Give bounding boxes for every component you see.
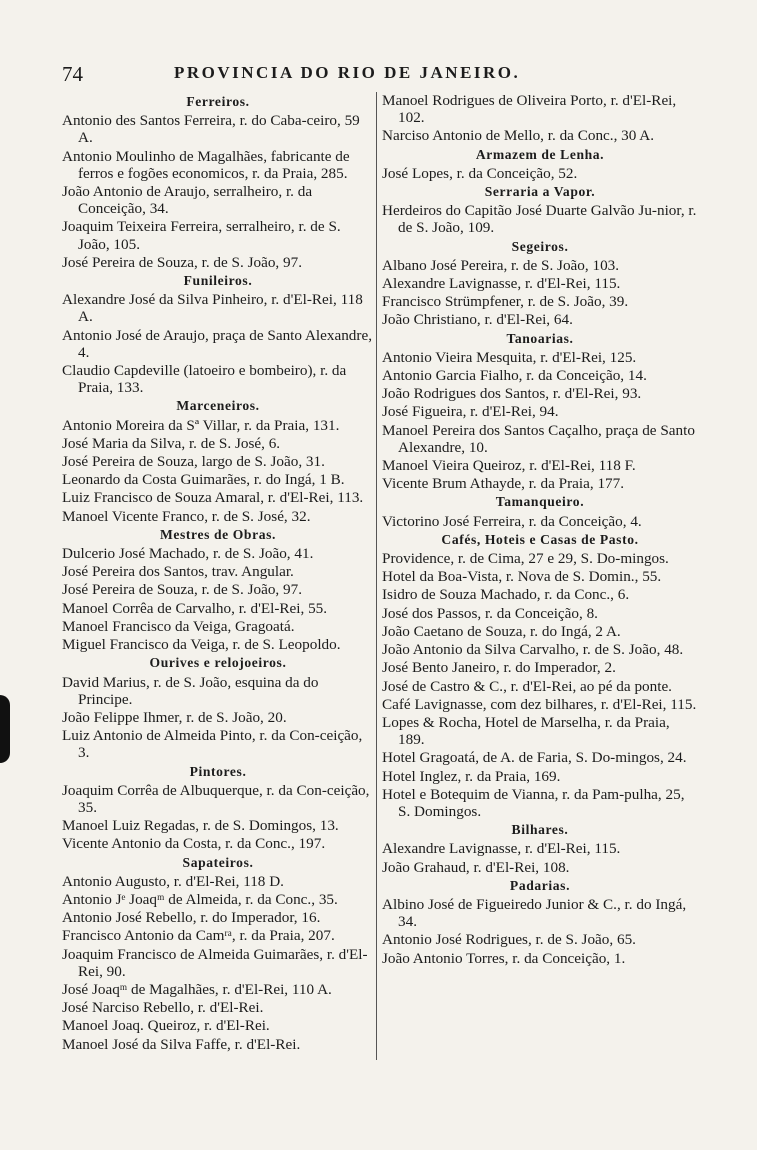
directory-entry: Narciso Antonio de Mello, r. da Conc., 30 A. <box>382 127 655 145</box>
directory-entry: Vicente Antonio da Costa, r. da Conc., 197. <box>62 835 326 853</box>
directory-entry: Hotel Gragoatá, de A. de Faria, S. Do-mingos, 24. <box>382 749 687 767</box>
directory-entry: Luiz Antonio de Almeida Pinto, r. da Con-ceição, 3. <box>62 727 363 762</box>
directory-section <box>382 493 698 529</box>
directory-section <box>62 397 374 524</box>
directory-section <box>62 272 374 396</box>
section-heading: Ourives e relojoeiros. <box>149 655 287 671</box>
running-title: PROVINCIA DO RIO DE JANEIRO. <box>174 63 521 82</box>
column-divider <box>376 92 377 1060</box>
section-heading: Bilhares. <box>511 822 569 838</box>
directory-entry: José Joaqᵐ de Magalhães, r. d'El-Rei, 110 A. <box>62 980 332 998</box>
directory-entry: Antonio José Rodrigues, r. de S. João, 65. <box>382 931 636 949</box>
page-number: 74 <box>62 62 83 86</box>
directory-entry: José Figueira, r. d'El-Rei, 94. <box>382 403 559 421</box>
directory-section <box>382 238 698 329</box>
section-heading: Marceneiros. <box>176 398 260 414</box>
directory-entry: Alexandre José da Silva Pinheiro, r. d'El-Rei, 118 A. <box>62 291 363 326</box>
section-heading: Pintores. <box>189 763 247 779</box>
directory-entry: David Marius, r. de S. João, esquina da do Principe. <box>62 673 319 708</box>
directory-entry: Joaquim Corrêa de Albuquerque, r. da Con-ceição, 35. <box>62 781 370 816</box>
directory-entry: Hotel e Botequim de Vianna, r. da Pam-pulha, 25, S. Domingos. <box>382 785 685 820</box>
directory-entry: Manoel Corrêa de Carvalho, r. d'El-Rei, 55. <box>62 599 328 617</box>
section-heading: Funileiros. <box>183 273 253 289</box>
directory-entry: Antonio Moulinho de Magalhães, fabricante de ferros e fogões economicos, r. da Praia, 285. <box>62 147 350 182</box>
directory-entry: Albano José Pereira, r. de S. João, 103. <box>382 256 620 274</box>
directory-entry: José Pereira de Souza, r. de S. João, 97. <box>62 581 302 599</box>
ink-blot <box>0 695 10 763</box>
directory-entry: Antonio José de Araujo, praça de Santo Alexandre, 4. <box>62 326 372 361</box>
directory-entry: Joaquim Teixeira Ferreira, serralheiro, r. de S. João, 105. <box>62 218 341 253</box>
directory-section <box>382 877 698 967</box>
directory-section <box>62 526 374 653</box>
directory-entry: Dulcerio José Machado, r. de S. João, 41. <box>62 545 314 563</box>
directory-entry: Manoel Francisco da Veiga, Gragoatá. <box>62 617 295 635</box>
section-heading: Ferreiros. <box>186 94 250 109</box>
directory-entry: Providence, r. de Cima, 27 e 29, S. Do-mingos. <box>382 550 669 568</box>
directory-entry: Antonio José Rebello, r. do Imperador, 16. <box>62 909 321 927</box>
directory-entry: Joaquim Francisco de Almeida Guimarães, r. d'El-Rei, 90. <box>62 945 368 980</box>
directory-section <box>62 763 374 853</box>
directory-entry: José Pereira de Souza, r. de S. João, 97. <box>62 253 302 271</box>
directory-entry: Leonardo da Costa Guimarães, r. do Ingá, 1 B. <box>62 471 345 489</box>
directory-entry: José de Castro & C., r. d'El-Rei, ao pé da ponte. <box>382 677 672 695</box>
section-heading: Tamanqueiro. <box>495 494 585 510</box>
directory-section <box>62 854 374 1053</box>
directory-entry: Manoel Luiz Regadas, r. de S. Domingos, 13. <box>62 817 339 835</box>
directory-entry: José Bento Janeiro, r. do Imperador, 2. <box>382 659 616 677</box>
directory-section <box>382 821 698 876</box>
directory-entry: Manoel Pereira dos Santos Caçalho, praça de Santo Alexandre, 10. <box>382 421 695 456</box>
directory-entry: Herdeiros do Capitão José Duarte Galvão Ju-nior, r. de S. João, 109. <box>382 202 697 237</box>
directory-entry: Manoel Vicente Franco, r. de S. José, 32. <box>62 507 311 525</box>
directory-entry: João Antonio de Araujo, serralheiro, r. da Conceição, 34. <box>62 183 313 218</box>
directory-entry: Antonio Garcia Fialho, r. da Conceição, 14. <box>382 367 647 385</box>
directory-section <box>382 92 698 145</box>
directory-entry: Manoel Vieira Queiroz, r. d'El-Rei, 118 F. <box>382 457 636 475</box>
directory-entry: Lopes & Rocha, Hotel de Marselha, r. da Praia, 189. <box>382 713 670 749</box>
directory-entry: José Pereira de Souza, largo de S. João, 31. <box>62 453 325 471</box>
directory-entry: Luiz Francisco de Souza Amaral, r. d'El-Rei, 113. <box>62 489 364 507</box>
directory-entry: João Caetano de Souza, r. do Ingá, 2 A. <box>382 622 621 640</box>
section-heading: Segeiros. <box>511 238 569 254</box>
directory-entry: José Pereira dos Santos, trav. Angular. <box>62 563 294 581</box>
directory-entry: João Christiano, r. d'El-Rei, 64. <box>382 311 573 329</box>
section-heading: Padarias. <box>509 877 571 893</box>
directory-entry: João Felippe Ihmer, r. de S. João, 20. <box>62 708 287 726</box>
directory-entry: Hotel da Boa-Vista, r. Nova de S. Domin., 55. <box>382 568 662 586</box>
section-heading: Serraria a Vapor. <box>484 184 596 200</box>
directory-section <box>382 183 698 237</box>
directory-section <box>382 330 698 493</box>
directory-entry: Alexandre Lavignasse, r. d'El-Rei, 115. <box>382 840 621 858</box>
directory-entry: Manoel José da Silva Faffe, r. d'El-Rei. <box>62 1035 301 1053</box>
directory-entry: José dos Passos, r. da Conceição, 8. <box>382 604 598 622</box>
page-header <box>62 58 702 88</box>
directory-entry: Victorino José Ferreira, r. da Conceição, 4. <box>382 512 642 530</box>
directory-entry: João Grahaud, r. d'El-Rei, 108. <box>382 858 570 876</box>
directory-entry: Hotel Inglez, r. da Praia, 169. <box>382 767 561 785</box>
directory-entry: José Maria da Silva, r. de S. José, 6. <box>62 434 281 452</box>
directory-entry: Manoel Joaq. Queiroz, r. d'El-Rei. <box>62 1017 270 1035</box>
directory-entry: Café Lavignasse, com dez bilhares, r. d'El-Rei, 115. <box>382 695 697 713</box>
directory-entry: Vicente Brum Athayde, r. da Praia, 177. <box>382 475 625 493</box>
directory-section <box>382 531 698 820</box>
directory-entry: Claudio Capdeville (latoeiro e bombeiro), r. da Praia, 133. <box>62 362 347 397</box>
right-column <box>382 92 698 968</box>
section-heading: Mestres de Obras. <box>159 526 277 542</box>
directory-entry: Manoel Rodrigues de Oliveira Porto, r. d'El-Rei, 102. <box>382 92 677 127</box>
directory-entry: Isidro de Souza Machado, r. da Conc., 6. <box>382 586 630 604</box>
directory-entry: João Rodrigues dos Santos, r. d'El-Rei, 93. <box>382 385 642 403</box>
directory-entry: João Antonio Torres, r. da Conceição, 1. <box>382 949 626 967</box>
directory-entry: Antonio Augusto, r. d'El-Rei, 118 D. <box>62 872 284 890</box>
directory-entry: Antonio des Santos Ferreira, r. do Caba-ceiro, 59 A. <box>62 112 360 147</box>
directory-entry: José Narciso Rebello, r. d'El-Rei. <box>62 999 264 1017</box>
directory-entry: João Antonio da Silva Carvalho, r. de S. João, 48. <box>382 641 684 659</box>
directory-entry: Francisco Strümpfener, r. de S. João, 39. <box>382 293 629 311</box>
left-column <box>62 92 374 1054</box>
directory-entry: Antonio Moreira da Sª Villar, r. da Praia, 131. <box>62 416 340 434</box>
directory-entry: José Lopes, r. da Conceição, 52. <box>382 164 578 182</box>
directory-entry: Antonio Vieira Mesquita, r. d'El-Rei, 125. <box>382 348 637 366</box>
directory-entry: Alexandre Lavignasse, r. d'El-Rei, 115. <box>382 275 621 293</box>
section-heading: Cafés, Hoteis e Casas de Pasto. <box>441 531 639 547</box>
section-heading: Armazem de Lenha. <box>475 146 605 162</box>
directory-section <box>62 93 374 271</box>
section-heading: Tanoarias. <box>506 330 574 346</box>
directory-section <box>382 146 698 182</box>
section-heading: Sapateiros. <box>182 854 254 870</box>
directory-entry: Antonio Jᵉ Joaqᵐ de Almeida, r. da Conc., 35. <box>62 890 338 908</box>
directory-entry: Miguel Francisco da Veiga, r. de S. Leopoldo. <box>62 636 341 654</box>
directory-entry: Albino José de Figueiredo Junior & C., r. do Ingá, 34. <box>382 895 687 931</box>
directory-section <box>62 654 374 761</box>
directory-entry: Francisco Antonio da Camʳᵃ, r. da Praia, 207. <box>62 927 335 945</box>
